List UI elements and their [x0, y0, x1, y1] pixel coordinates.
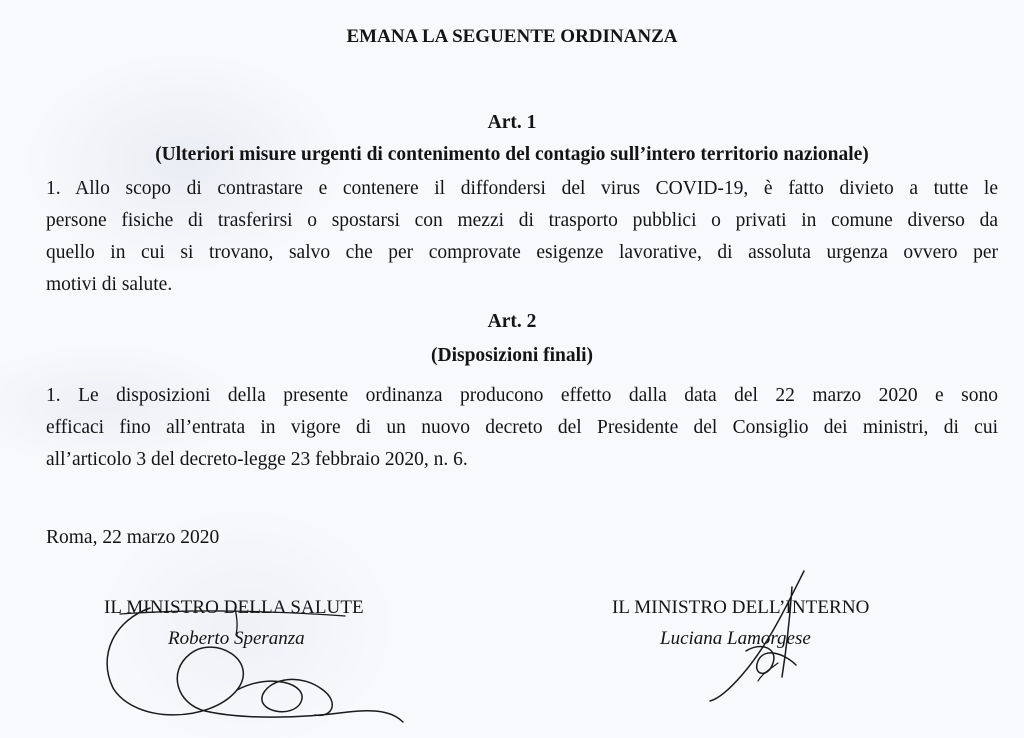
health-minister-signature: [95, 600, 415, 738]
interior-minister-title: IL MINISTRO DELL’INTERNO: [612, 597, 870, 618]
article-1-line: persone fisiche di trasferirsi o spostarsi con mezzi di trasporto pubblici o privati in comune diverso da: [46, 210, 998, 231]
article-1-paragraph: [46, 173, 998, 301]
article-2-paragraph: [46, 380, 998, 476]
interior-minister-name: Luciana Lamorgese: [660, 628, 811, 649]
health-minister-title: IL MINISTRO DELLA SALUTE: [104, 597, 364, 618]
place-date: Roma, 22 marzo 2020: [46, 527, 220, 548]
health-minister-name: Roberto Speranza: [168, 628, 305, 649]
article-1-line: 1. Allo scopo di contrastare e contenere il diffondersi del virus COVID-19, è fatto divieto a tutte le: [46, 178, 998, 199]
article-1-line: quello in cui si trovano, salvo che per comprovate esigenze lavorative, di assoluta urgenza ovvero per: [46, 242, 998, 263]
article-1-line: motivi di salute.: [46, 274, 173, 295]
article-1-title: (Ulteriori misure urgenti di contenimento del contagio sull’intero territorio nazionale): [155, 144, 869, 165]
article-2-line: efficaci fino all’entrata in vigore di un nuovo decreto del Presidente del Consiglio dei ministri, di cui: [46, 417, 998, 438]
article-2-title: (Disposizioni finali): [431, 345, 593, 366]
article-2-line: 1. Le disposizioni della presente ordinanza producono effetto dalla data del 22 marzo 2020 e sono: [46, 385, 998, 406]
ordinance-heading: EMANA LA SEGUENTE ORDINANZA: [346, 26, 678, 47]
article-2-line: all’articolo 3 del decreto-legge 23 febbraio 2020, n. 6.: [46, 449, 468, 470]
article-1-number: Art. 1: [487, 112, 537, 133]
article-2-number: Art. 2: [487, 311, 537, 332]
